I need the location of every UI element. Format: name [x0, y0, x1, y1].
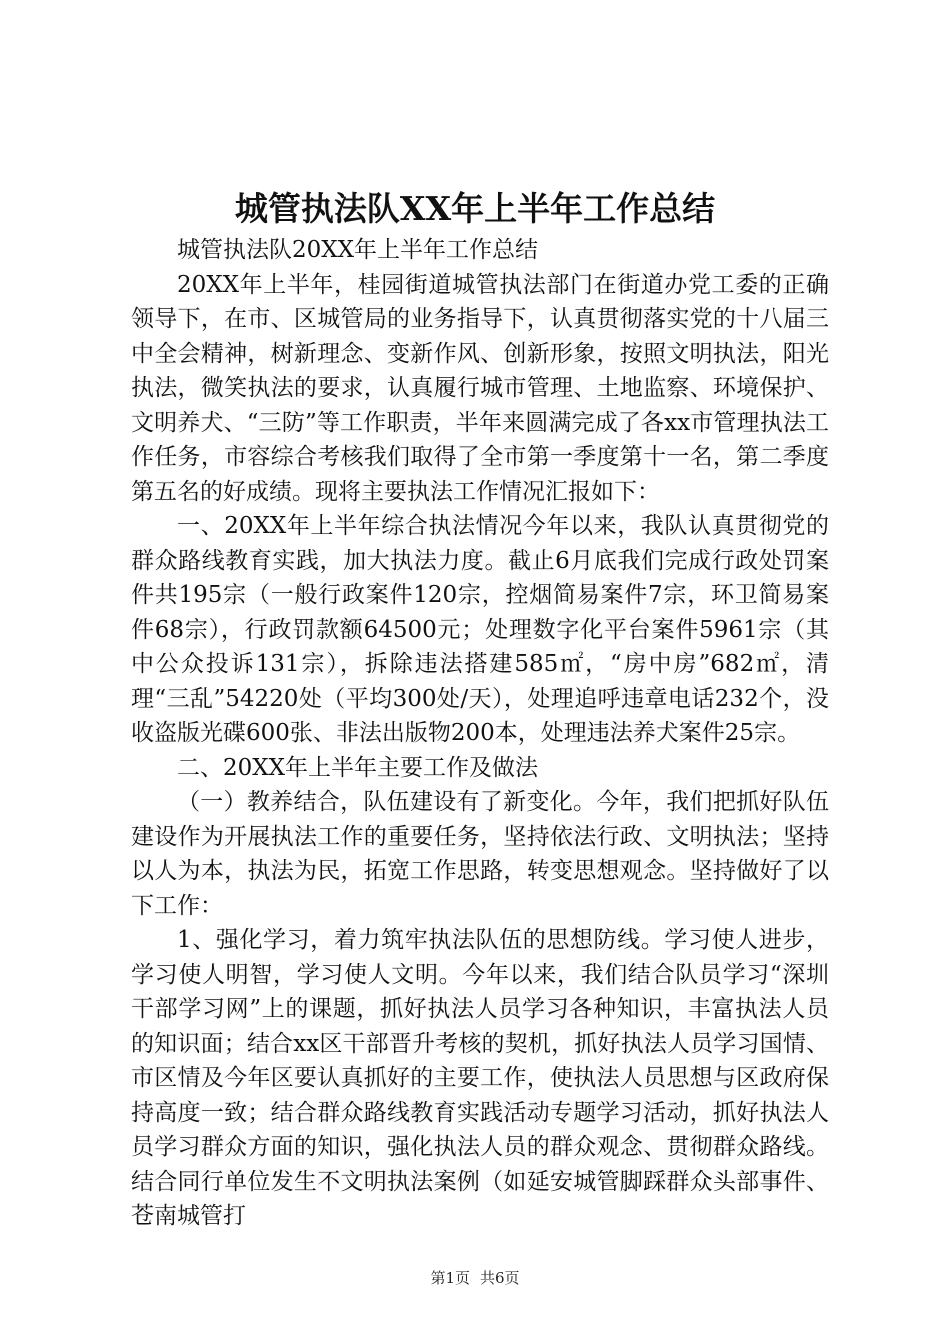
- paragraph-section-1: 一、20XX年上半年综合执法情况今年以来，我队认真贯彻党的群众路线教育实践，加大执法力度。截止6月底我们完成行政处罚案件共195宗（一般行政案件120宗，控烟简易案件7宗，环卫简易案件68宗），行政罚款额64500元；处理数字化平台案件5961宗（其中公众投诉131宗），拆除违法搭建585㎡，“房中房”682㎡，清理“三乱”54220处（平均300处/天），处理追呼违章电话232个，没收盗版光碟600张、非法出版物200本，处理违法养犬案件25宗。: [131, 513, 829, 746]
- page-total: 共6页: [480, 1269, 520, 1287]
- paragraph-item-1: 1、强化学习，着力筑牢执法队伍的思想防线。学习使人进步，学习使人明智，学习使人文明。今年以来，我们结合队员学习“深圳干部学习网”上的课题，抓好执法人员学习各种知识，丰富执法人员的知识面；结合xx区干部晋升考核的契机，抓好执法人员学习国情、市区情及今年区要认真抓好的主要工作，使执法人员思想与区政府保持高度一致；结合群众路线教育实践活动专题学习活动，抓好执法人员学习群众方面的知识，强化执法人员的群众观念、贯彻群众路线。结合同行单位发生不文明执法案例（如延安城管脚踩群众头部事件、苍南城管打: [131, 927, 829, 1229]
- paragraph-intro: 20XX年上半年，桂园街道城管执法部门在街道办党工委的正确领导下，在市、区城管局的业务指导下，认真贯彻落实党的十八届三中全会精神，树新理念、变新作风、创新形象，按照文明执法，阳光执法，微笑执法的要求，认真履行城市管理、土地监察、环境保护、文明养犬、“三防”等工作职责，半年来圆满完成了各xx市管理执法工作任务，市容综合考核我们取得了全市第一季度第十一名，第二季度第五名的好成绩。现将主要执法工作情况汇报如下：: [131, 271, 829, 505]
- document-title: 城管执法队XX年上半年工作总结: [234, 189, 716, 228]
- paragraph-subtitle: 城管执法队20XX年上半年工作总结: [177, 237, 539, 263]
- page-number: 第1页: [430, 1269, 470, 1287]
- paragraph-subsection-1: （一）教养结合，队伍建设有了新变化。今年，我们把抓好队伍建设作为开展执法工作的重要任务，坚持依法行政、文明执法；坚持以人为本，执法为民，拓宽工作思路，转变思想观念。坚持做好了以下工作：: [131, 789, 829, 919]
- paragraph-section-2-heading: 二、20XX年上半年主要工作及做法: [177, 754, 539, 781]
- document-body: [131, 233, 829, 1234]
- page-footer: [0, 1268, 950, 1288]
